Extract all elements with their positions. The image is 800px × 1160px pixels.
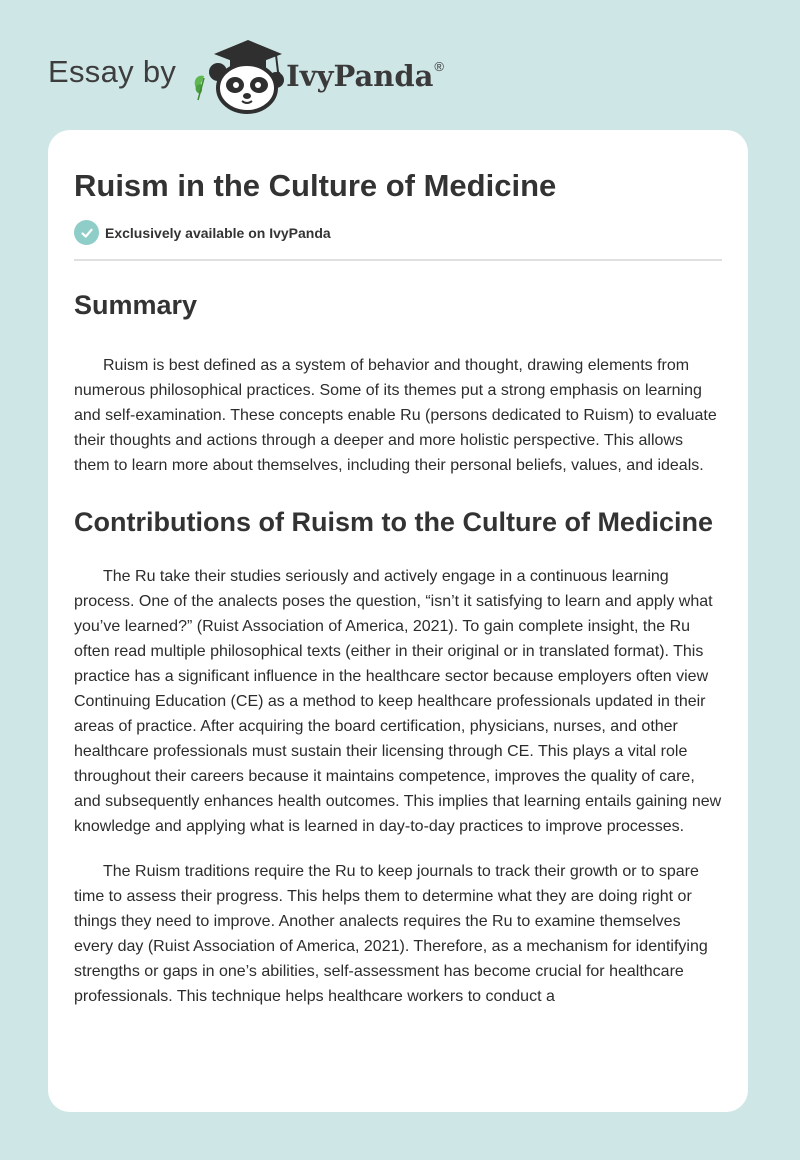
contributions-paragraph-1: The Ru take their studies seriously and actively engage in a continuous learning process. One of the analects poses the question, “isn’t it satisfying to learn and apply what you’ve learned?” (Ruist Association of America, 2021). To gain complete insight, the Ru often read multiple philosophical texts (either in their original or in translated format). This practice has a significant influence in the healthcare sector because employers often view Continuing Education (CE) as a method to keep healthcare professionals updated in their areas of practice. After acquiring the board certification, physicians, nurses, and other healthcare professionals must sustain their licensing through CE. This plays a vital role throughout their careers because it maintains competence, improves the quality of care, and subsequently enhances health outcomes. This implies that learning entails gaining new knowledge and applying what is learned in day-to-day practices to improve processes. bbox=[74, 568, 722, 835]
title-divider bbox=[74, 259, 722, 261]
essay-card bbox=[48, 130, 748, 1112]
site-header bbox=[48, 34, 444, 114]
summary-paragraph: Ruism is best defined as a system of behavior and thought, drawing elements from numerous philosophical practices. Some of its themes put a strong emphasis on learning and self-examination. These concepts enable Ru (persons dedicated to Ruism) to evaluate their thoughts and actions through a deeper and more holistic perspective. This allows them to learn more about themselves, including their personal beliefs, values, and ideals. bbox=[74, 357, 717, 474]
summary-section bbox=[74, 285, 722, 478]
section-heading-summary: Summary bbox=[74, 290, 198, 320]
exclusive-badge bbox=[74, 220, 722, 245]
exclusive-badge-text: Exclusively available on IvyPanda bbox=[105, 224, 331, 241]
essay-title: Ruism in the Culture of Medicine bbox=[74, 168, 557, 203]
contributions-paragraph-2: The Ruism traditions require the Ru to keep journals to track their growth or to spare time to assess their progress. This helps them to determine what they are doing right or things they need to improve. Another analects requires the Ru to examine themselves every day (Ruist Association of America, 2021). Therefore, as a mechanism for identifying strengths or gaps in one’s abilities, self-assessment has become crucial for healthcare professionals. This technique helps healthcare workers to conduct a bbox=[74, 863, 708, 1005]
registered-mark: ® bbox=[434, 58, 445, 74]
check-circle-icon bbox=[74, 220, 99, 245]
brand-name: IvyPanda bbox=[286, 59, 434, 93]
section-heading-contributions: Contributions of Ruism to the Culture of Medicine bbox=[74, 507, 713, 537]
brand-prefix: Essay by bbox=[48, 54, 177, 89]
panda-graduation-cap-logo-icon[interactable] bbox=[190, 34, 284, 114]
contributions-section bbox=[74, 502, 722, 1009]
